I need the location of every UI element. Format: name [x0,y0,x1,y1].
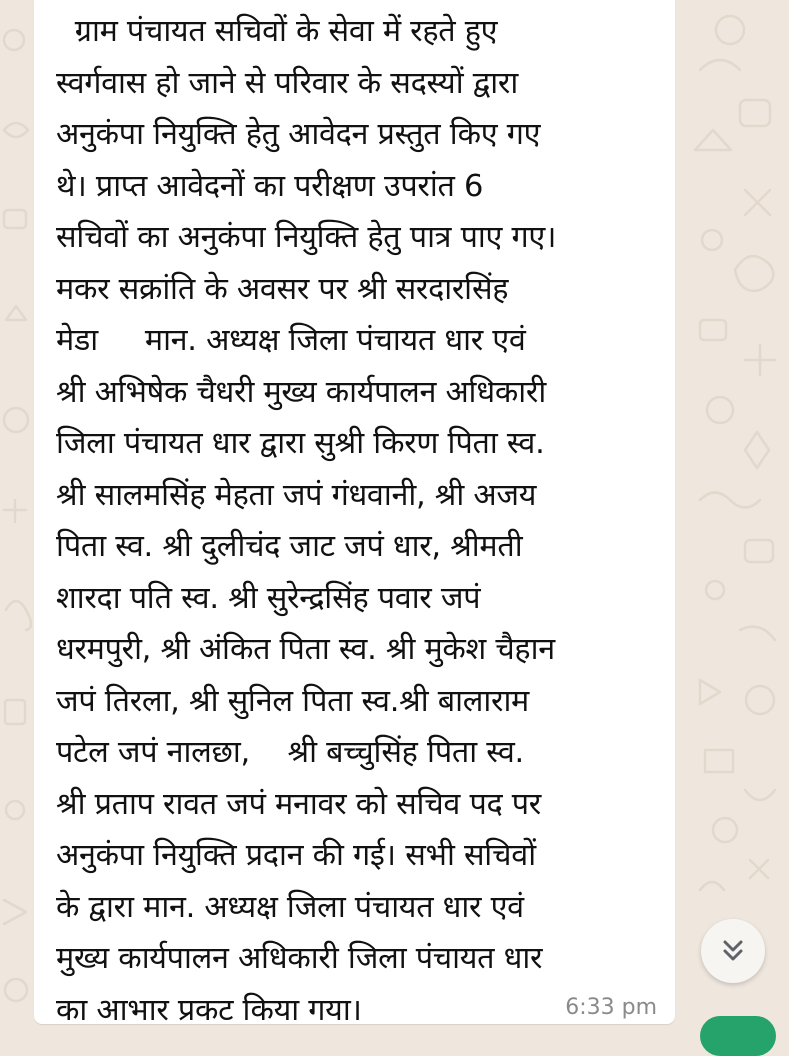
message-line: सचिवों का अनुकंपा नियुक्ति हेतु पात्र पाए गए। [56,220,557,255]
message-line: मकर सक्रांति के अवसर पर श्री सरदारसिंह [56,271,509,307]
scroll-to-bottom-button[interactable] [701,919,765,983]
message-line: पिता स्व. श्री दुलीचंद जाट जपं धार, श्रीमती [56,529,523,564]
message-line: शारदा पति स्व. श्री सुरेन्द्रसिंह पवार जपं [56,580,481,616]
message-text [56,6,661,1036]
message-line: मुख्य कार्यपालन अधिकारी जिला पंचायत धार [56,941,543,976]
floating-action-button-edge[interactable] [700,1016,776,1056]
message-line: स्वर्गवास हो जाने से परिवार के सदस्यों द्वारा [56,65,518,101]
message-line: श्री प्रताप रावत जपं मनावर को सचिव पद पर [56,786,541,822]
message-line: का आभार प्रकट किया गया। [56,992,362,1028]
message-line: धरमपुरी, श्री अंकित पिता स्व. श्री मुकेश चैहान [56,632,555,667]
message-line: पटेल जपं नालछा, श्री बच्चुसिंह पिता स्व. [56,735,524,770]
message-line: श्री अभिषेक चैधरी मुख्य कार्यपालन अधिकारी [56,374,546,410]
message-line: मेडा मान. अध्यक्ष जिला पंचायत धार एवं [56,323,526,358]
message-line: जिला पंचायत धार द्वारा सुश्री किरण पिता स्व. [56,426,545,461]
message-timestamp: 6:33 pm [565,995,657,1020]
message-line: अनुकंपा नियुक्ति प्रदान की गई। सभी सचिवों [56,838,536,873]
message-line: श्री सालमसिंह मेहता जपं गंधवानी, श्री अजय [56,477,537,513]
double-chevron-down-icon [718,936,748,966]
message-line: के द्वारा मान. अध्यक्ष जिला पंचायत धार एवं [56,889,524,925]
message-bubble[interactable] [34,0,675,1028]
message-line: जपं तिरला, श्री सुनिल पिता स्व.श्री बालाराम [56,683,530,719]
message-line: थे। प्राप्त आवेदनों का परीक्षण उपरांत 6 [56,168,484,204]
message-line: अनुकंपा नियुक्ति हेतु आवेदन प्रस्तुत किए गए [56,117,541,152]
message-line: ग्राम पंचायत सचिवों के सेवा में रहते हुए [56,14,498,49]
